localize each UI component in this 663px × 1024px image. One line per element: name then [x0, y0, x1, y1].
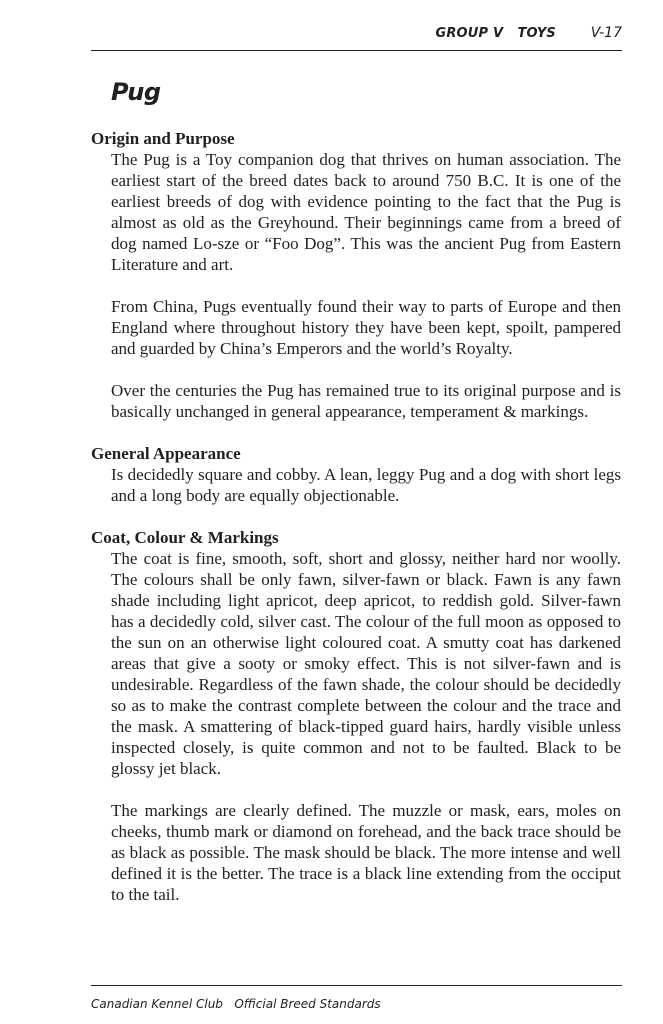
paragraph: The Pug is a Toy companion dog that thrives on human association. The earliest start of the breed dates back to around 750 B.C. It is one of the earliest breeds of dog with evidence pointing to the fact that the Pug is almost as old as the Greyhound. Their beginnings came from a breed of dog named Lo-sze or “Foo Dog”. This was the ancient Pug from Eastern Literature and art. [111, 150, 621, 274]
section-coat-colour-markings [91, 527, 621, 905]
footer-publication: Canadian Kennel Club Official Breed Standards [91, 997, 381, 1011]
paragraph: Is decidedly square and cobby. A lean, leggy Pug and a dog with short legs and a long body are equally objectionable. [111, 465, 621, 505]
standard-body [91, 128, 621, 926]
paragraph: The coat is fine, smooth, soft, short and glossy, neither hard nor woolly. The colours shall be only fawn, silver-fawn or black. Fawn is any fawn shade including light apricot, deep apricot, to reddish gold. Silver-fawn has a decidedly cold, silver cast. The colour of the full moon as opposed to the sun on an otherwise light coloured coat. A smutty coat has darkened areas that give a sooty or smoky effect. This is not silver-fawn and is undesirable. Regardless of the fawn shade, the colour should be decidedly so as to make the contrast complete between the colour and the trace and the mask. A smattering of black-tipped guard hairs, hardly visible unless inspected closely, is quite common and not to be faulted. Black to be glossy jet black. [111, 549, 621, 778]
section-general-appearance [91, 443, 621, 506]
section-heading: Origin and Purpose [91, 129, 235, 148]
paragraph: Over the centuries the Pug has remained true to its original purpose and is basically unchanged in general appearance, temperament & markings. [111, 381, 621, 421]
paragraph: From China, Pugs eventually found their way to parts of Europe and then England where throughout history they have been kept, spoilt, pampered and guarded by China’s Emperors and the world’s Royalty. [111, 297, 621, 358]
section-heading: General Appearance [91, 444, 241, 463]
header-divider [91, 50, 622, 51]
section-heading: Coat, Colour & Markings [91, 528, 279, 547]
header-page-number: V-17 [590, 25, 622, 41]
section-origin-and-purpose [91, 128, 621, 422]
footer-divider [91, 985, 622, 986]
paragraph: The markings are clearly defined. The muzzle or mask, ears, moles on cheeks, thumb mark or diamond on forehead, and the back trace should be as black as possible. The mask should be black. The more intense and well defined it is the better. The trace is a black line extending from the occiput to the tail. [111, 801, 621, 904]
page-header [91, 24, 622, 46]
breed-title: Pug [111, 78, 161, 106]
header-group-label: GROUP V TOYS [435, 26, 556, 41]
